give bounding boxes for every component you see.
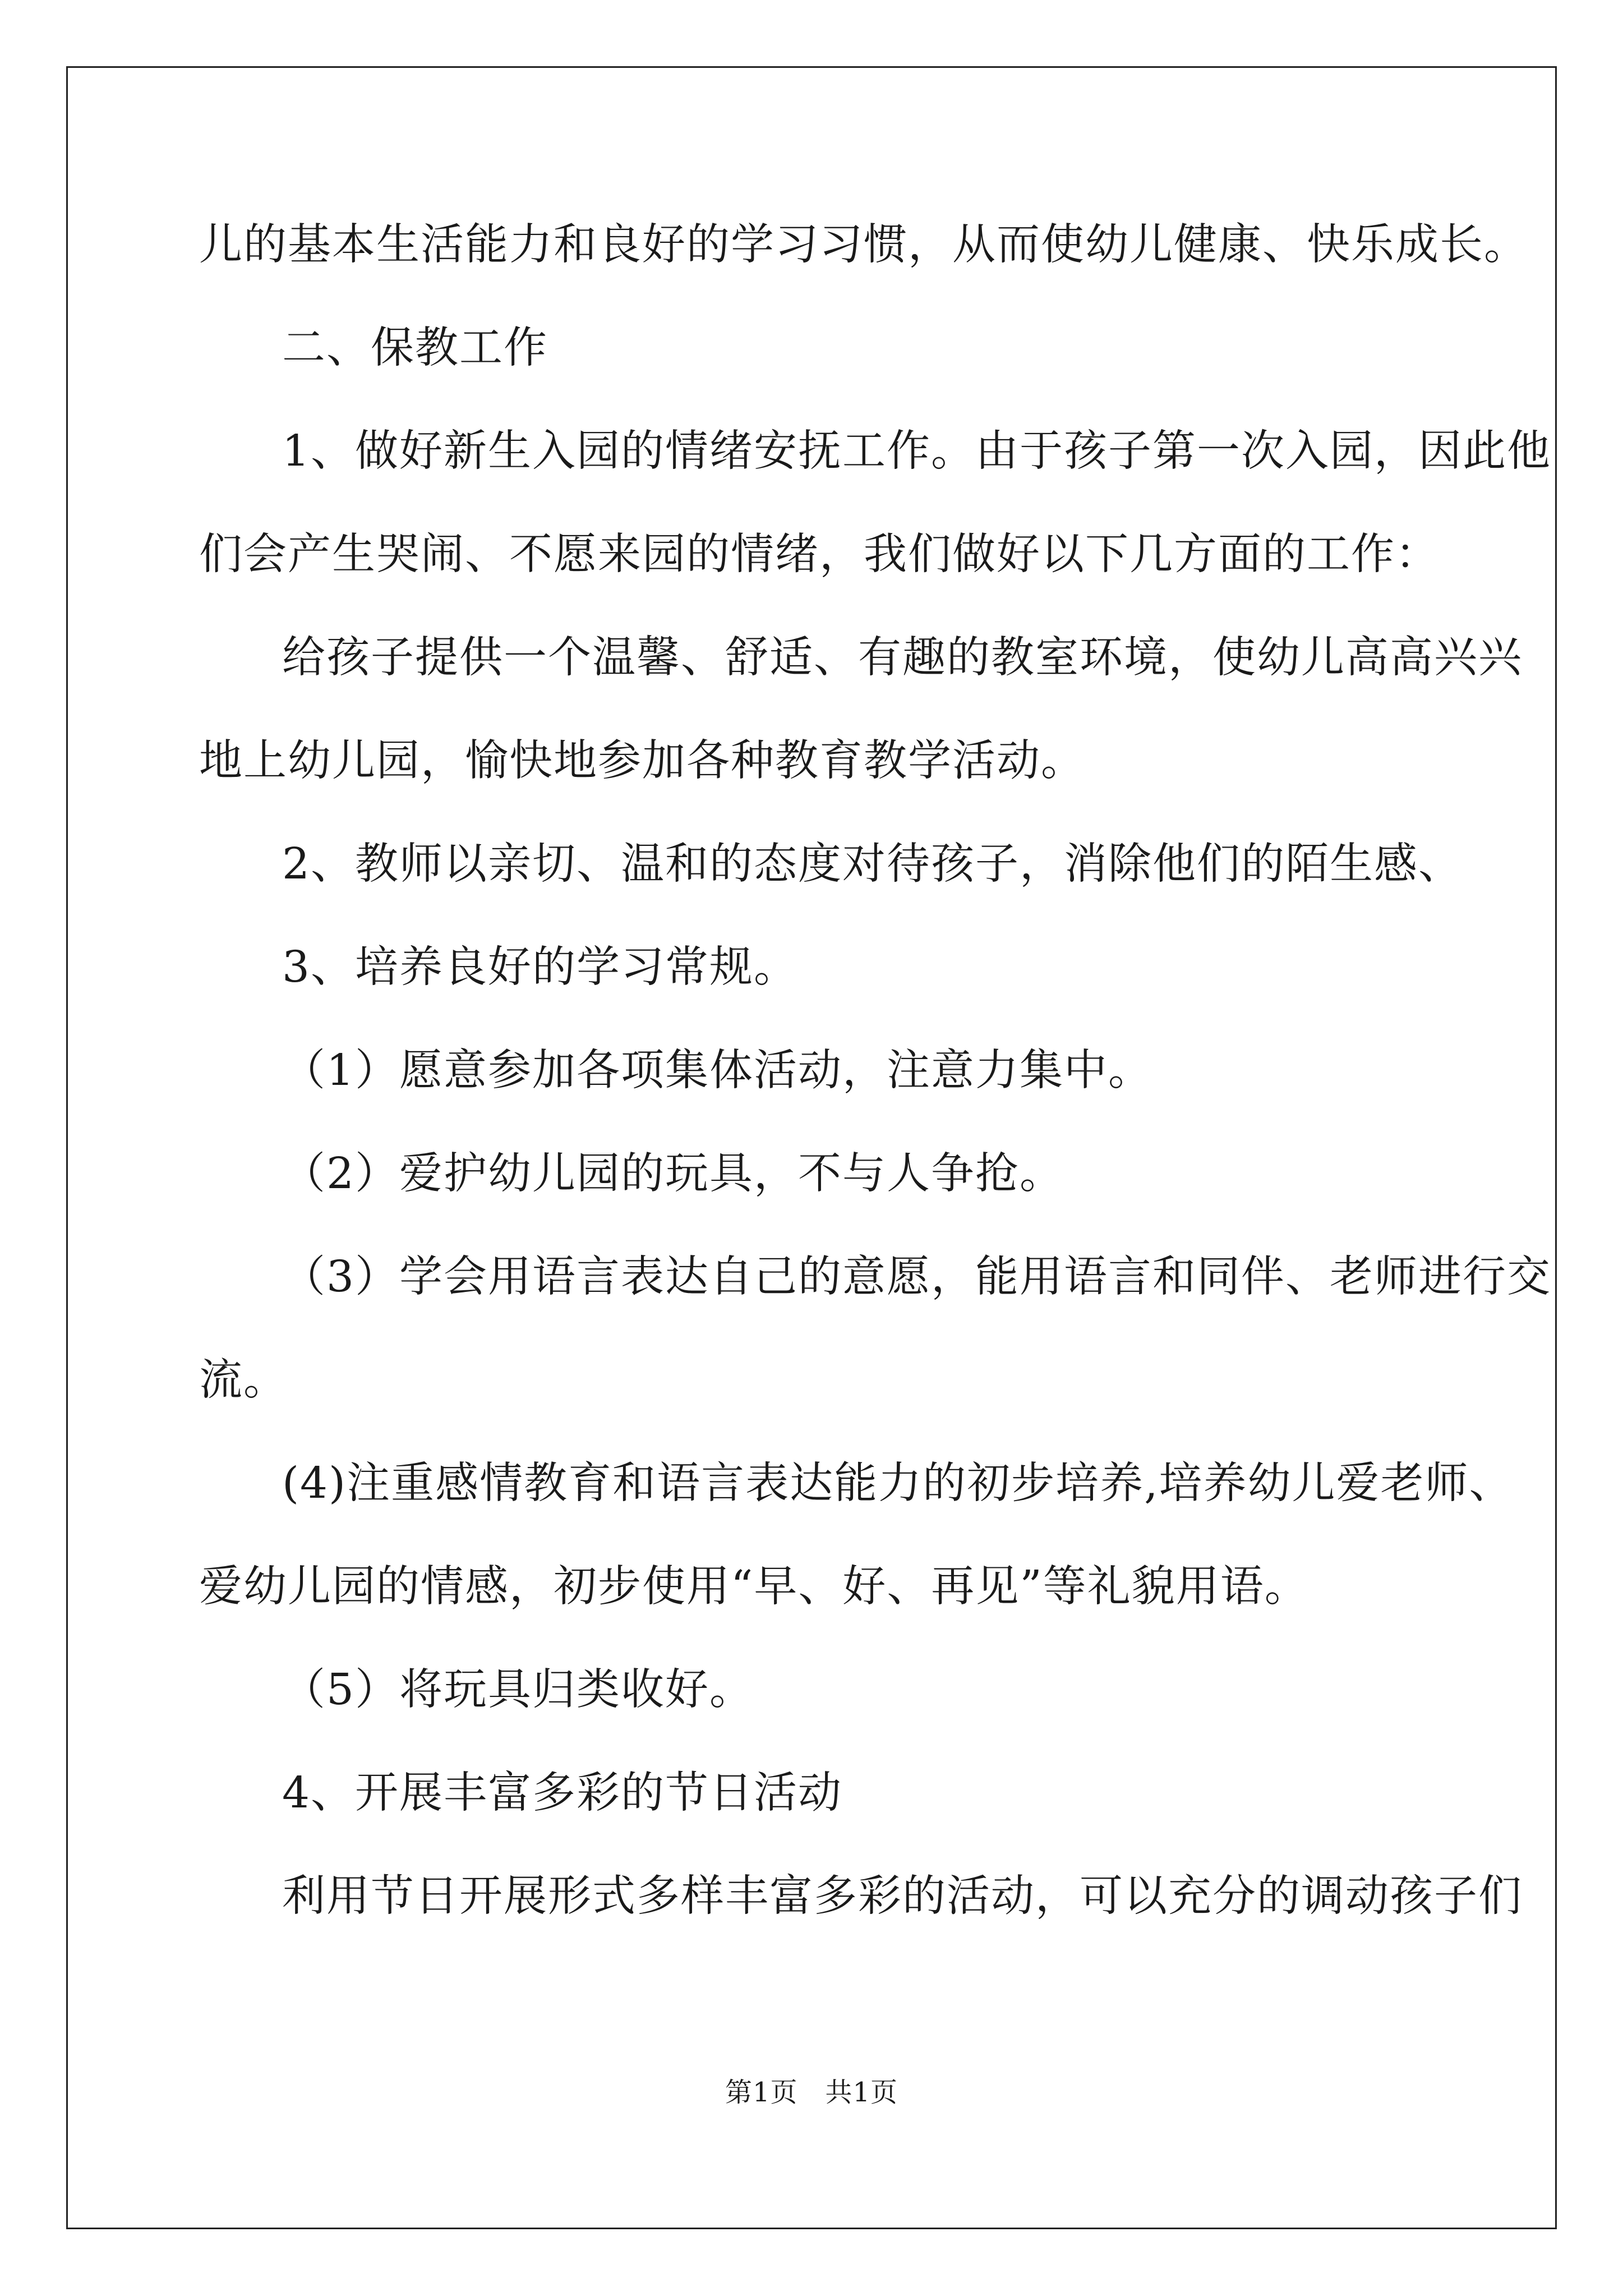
paragraph-line: 4、开展丰富多彩的节日活动 bbox=[282, 1768, 842, 1818]
paragraph-line: 爱幼儿园的情感，初步使用“早、好、再见”等礼貌用语。 bbox=[199, 1562, 1309, 1612]
document-body bbox=[199, 194, 1551, 1948]
paragraph-line: 儿的基本生活能力和良好的学习习惯，从而使幼儿健康、快乐成长。 bbox=[199, 220, 1528, 270]
section-heading: 二、保教工作 bbox=[282, 323, 548, 373]
list-item: (4)注重感情教育和语言表达能力的初步培养,培养幼儿爱老师、 bbox=[282, 1458, 1514, 1508]
list-item: （2）爱护幼儿园的玩具，不与人争抢。 bbox=[282, 1149, 1064, 1199]
paragraph-line: 3、培养良好的学习常规。 bbox=[282, 942, 798, 992]
list-item: （5）将玩具归类收好。 bbox=[282, 1665, 754, 1715]
list-item: （1）愿意参加各项集体活动，注意力集中。 bbox=[282, 1046, 1152, 1096]
paragraph-line: 利用节日开展形式多样丰富多彩的活动，可以充分的调动孩子们 bbox=[282, 1871, 1523, 1921]
paragraph-line: 流。 bbox=[199, 1355, 288, 1405]
page-footer: 第1页 共1页 bbox=[725, 2077, 898, 2108]
paragraph-line: 地上幼儿园，愉快地参加各种教育教学活动。 bbox=[199, 736, 1085, 786]
paragraph-line: 给孩子提供一个温馨、舒适、有趣的教室环境，使幼儿高高兴兴 bbox=[282, 633, 1523, 683]
paragraph-line: 1、做好新生入园的情绪安抚工作。由于孩子第一次入园，因此他 bbox=[282, 426, 1551, 476]
paragraph-line: 们会产生哭闹、不愿来园的情绪，我们做好以下几方面的工作： bbox=[199, 530, 1440, 579]
paragraph-line: 2、教师以亲切、温和的态度对待孩子，消除他们的陌生感、 bbox=[282, 839, 1463, 889]
list-item: （3）学会用语言表达自己的意愿，能用语言和同伴、老师进行交 bbox=[282, 1252, 1551, 1302]
